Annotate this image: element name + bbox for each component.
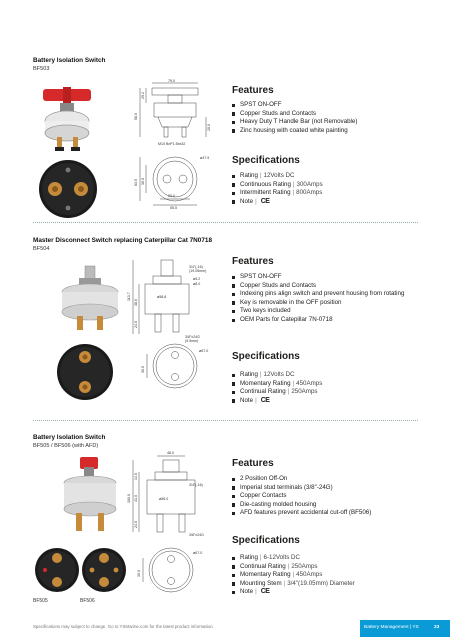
spec-label: Note — [240, 197, 254, 205]
spec-label: Rating — [240, 371, 258, 378]
feature-item: Zinc housing with coated white painting — [232, 127, 437, 136]
spec-item: Continuous Rating | 300Amps — [232, 181, 437, 190]
spec-item: Rating | 12Volts DC — [232, 172, 437, 181]
feature-item: SPST ON-OFF — [232, 101, 437, 110]
ce-mark-icon: CE — [260, 396, 270, 404]
spec-value: 800Amps — [296, 189, 323, 197]
dim-label: 48.0 — [167, 451, 174, 455]
spec-item: Rating | 12Volts DC — [232, 371, 437, 380]
dim-label: ø8.0 — [193, 282, 201, 286]
spec-item: Note | CE — [232, 397, 437, 406]
ce-mark-icon: CE — [260, 588, 270, 596]
spec-label: Intermittent Rating — [240, 189, 291, 197]
specifications-heading: Specifications — [232, 351, 300, 362]
spec-item: Note | CE — [232, 198, 437, 207]
feature-item: Key is removable in the OFF position — [232, 299, 437, 308]
product-title: Battery Isolation Switch — [33, 57, 106, 64]
feature-item: Imperial stud terminals (3/8"-24G) — [232, 484, 437, 493]
feature-item: Copper Studs and Contacts — [232, 282, 437, 291]
spec-item: Intermittent Rating | 800Amps — [232, 189, 437, 198]
spec-item: Note | CE — [232, 588, 437, 597]
feature-item: Two keys included — [232, 307, 437, 316]
dim-label: 58.0 — [134, 113, 138, 120]
features-list — [232, 475, 437, 518]
spec-label: Continuous Rating — [240, 180, 291, 188]
dim-label: ø5.2 — [193, 277, 201, 281]
spec-value: 450Amps — [296, 379, 323, 387]
feature-item: Indexing pins align switch and prevent housing from rotating — [232, 290, 437, 299]
spec-item: Continual Rating | 250Amps — [232, 563, 437, 572]
spec-value: 300Amps — [296, 180, 323, 188]
product-photo-bottom — [33, 158, 113, 220]
dim-label: 63.5 — [134, 179, 138, 186]
dim-label: (19.05mm) — [189, 269, 207, 273]
dim-label: 24.0 — [134, 321, 138, 328]
dim-label: 41.0 — [134, 495, 138, 502]
spec-label: Momentary Rating — [240, 571, 291, 579]
features-heading: Features — [232, 256, 274, 267]
spec-label: Note — [240, 396, 254, 404]
spec-value: 250Amps — [291, 562, 318, 570]
dim-label: ø58.8 — [157, 295, 167, 299]
dim-label: ø67.0 — [199, 349, 209, 353]
feature-item: Die-casting molded housing — [232, 501, 437, 510]
photo-caption: BF505 — [33, 598, 48, 604]
dim-label: M10 BxP1.5bx32 — [158, 142, 186, 146]
feature-item: AFD features prevent accidental cut-off (BF506) — [232, 509, 437, 518]
technical-drawing — [125, 450, 225, 605]
specifications-list — [232, 371, 437, 405]
dim-label: 3/8"x24G — [189, 533, 204, 537]
feature-item: Heavy Duty T Handle Bar (not Removable) — [232, 118, 437, 127]
dim-label: (9.5mm) — [185, 339, 199, 343]
dim-label: 30.0 — [137, 570, 141, 577]
dim-label: 3/4"(-16) — [189, 265, 203, 269]
product-code: BF505 / BF506 (with AFD) — [33, 443, 99, 449]
dim-label: 55.5 — [170, 206, 177, 210]
feature-item: 2 Position Off-On — [232, 475, 437, 484]
spec-label: Note — [240, 588, 254, 596]
feature-item: Copper Contacts — [232, 492, 437, 501]
specifications-heading: Specifications — [232, 535, 300, 546]
spec-item: Momentary Rating | 450Amps — [232, 571, 437, 580]
features-heading: Features — [232, 458, 274, 469]
dim-label: ø56.0 — [159, 497, 169, 501]
features-heading: Features — [232, 85, 274, 96]
spec-value: 3/4"(19.05mm) Diameter — [287, 579, 355, 587]
spec-label: Rating — [240, 554, 258, 561]
features-list — [232, 273, 437, 325]
spec-label: Continual Rating — [240, 388, 286, 396]
product-code: BF504 — [33, 246, 50, 252]
spec-label: Momentary Rating — [240, 379, 291, 387]
dim-label: 24.0 — [134, 521, 138, 528]
spec-item: Continual Rating | 250Amps — [232, 388, 437, 397]
product-photo — [50, 455, 130, 541]
photo-caption: BF506 — [80, 598, 95, 604]
spec-value: 450Amps — [296, 571, 323, 579]
product-title: Battery Isolation Switch — [33, 434, 106, 441]
product-photo-bottom — [55, 342, 115, 402]
dim-label: 29.2 — [141, 92, 145, 99]
dim-label: 20.0 — [207, 124, 211, 131]
features-list — [232, 101, 437, 135]
dim-label: 3/4"(-16) — [189, 483, 203, 487]
section-divider — [33, 222, 418, 223]
section-divider — [33, 420, 418, 421]
page-footer — [0, 620, 450, 637]
spec-label: Mounting Stem — [240, 579, 282, 587]
feature-item: Copper Studs and Contacts — [232, 110, 437, 119]
product-photo — [33, 83, 123, 158]
feature-item: SPST ON-OFF — [232, 273, 437, 282]
dim-label: 20.0 — [168, 194, 175, 198]
specifications-list — [232, 172, 437, 206]
dim-label: ø47.9 — [200, 156, 210, 160]
dim-label: 113.7 — [127, 292, 131, 301]
spec-item: Rating | 6-12Volts DC — [232, 554, 437, 563]
product-photo-bf506 — [80, 546, 128, 594]
dim-label: 14.0 — [134, 473, 138, 480]
footer-note: Specifications may subject to change. Go to YSMarine.com for the latest product information. — [33, 624, 214, 629]
spec-value: 250Amps — [291, 388, 318, 396]
specifications-heading: Specifications — [232, 155, 300, 166]
footer-section-label: Battery Management | YS — [364, 625, 419, 630]
product-photo — [55, 264, 125, 336]
dim-label: 30.0 — [141, 178, 145, 185]
page-number: 23 — [434, 625, 440, 630]
spec-label: Rating — [240, 172, 258, 179]
specifications-list — [232, 554, 437, 597]
dim-label: 3/8"x24G — [185, 335, 200, 339]
spec-label: Continual Rating — [240, 562, 286, 570]
spec-value: 12Volts DC — [263, 371, 295, 378]
dim-label: 38.0 — [134, 299, 138, 306]
product-photo-bf505 — [33, 546, 81, 594]
dim-label: 30.0 — [141, 366, 145, 373]
product-code: BF503 — [33, 66, 50, 72]
dim-label: 79.0 — [168, 79, 175, 83]
spec-item: Momentary Rating | 450Amps — [232, 380, 437, 389]
technical-drawing — [132, 79, 224, 210]
spec-value: 12Volts DC — [263, 172, 295, 179]
dim-label: ø67.0 — [193, 551, 203, 555]
feature-item: OEM Parts for Catepillar 7N-0718 — [232, 316, 437, 325]
technical-drawing — [127, 254, 227, 392]
spec-value: 6-12Volts DC — [263, 554, 300, 561]
product-title: Master Disconnect Switch replacing Caterpillar Cat 7N0718 — [33, 237, 213, 244]
spec-item: Mounting Stem | 3/4"(19.05mm) Diameter — [232, 580, 437, 589]
ce-mark-icon: CE — [260, 197, 270, 205]
dim-label: 100.0 — [127, 494, 131, 503]
